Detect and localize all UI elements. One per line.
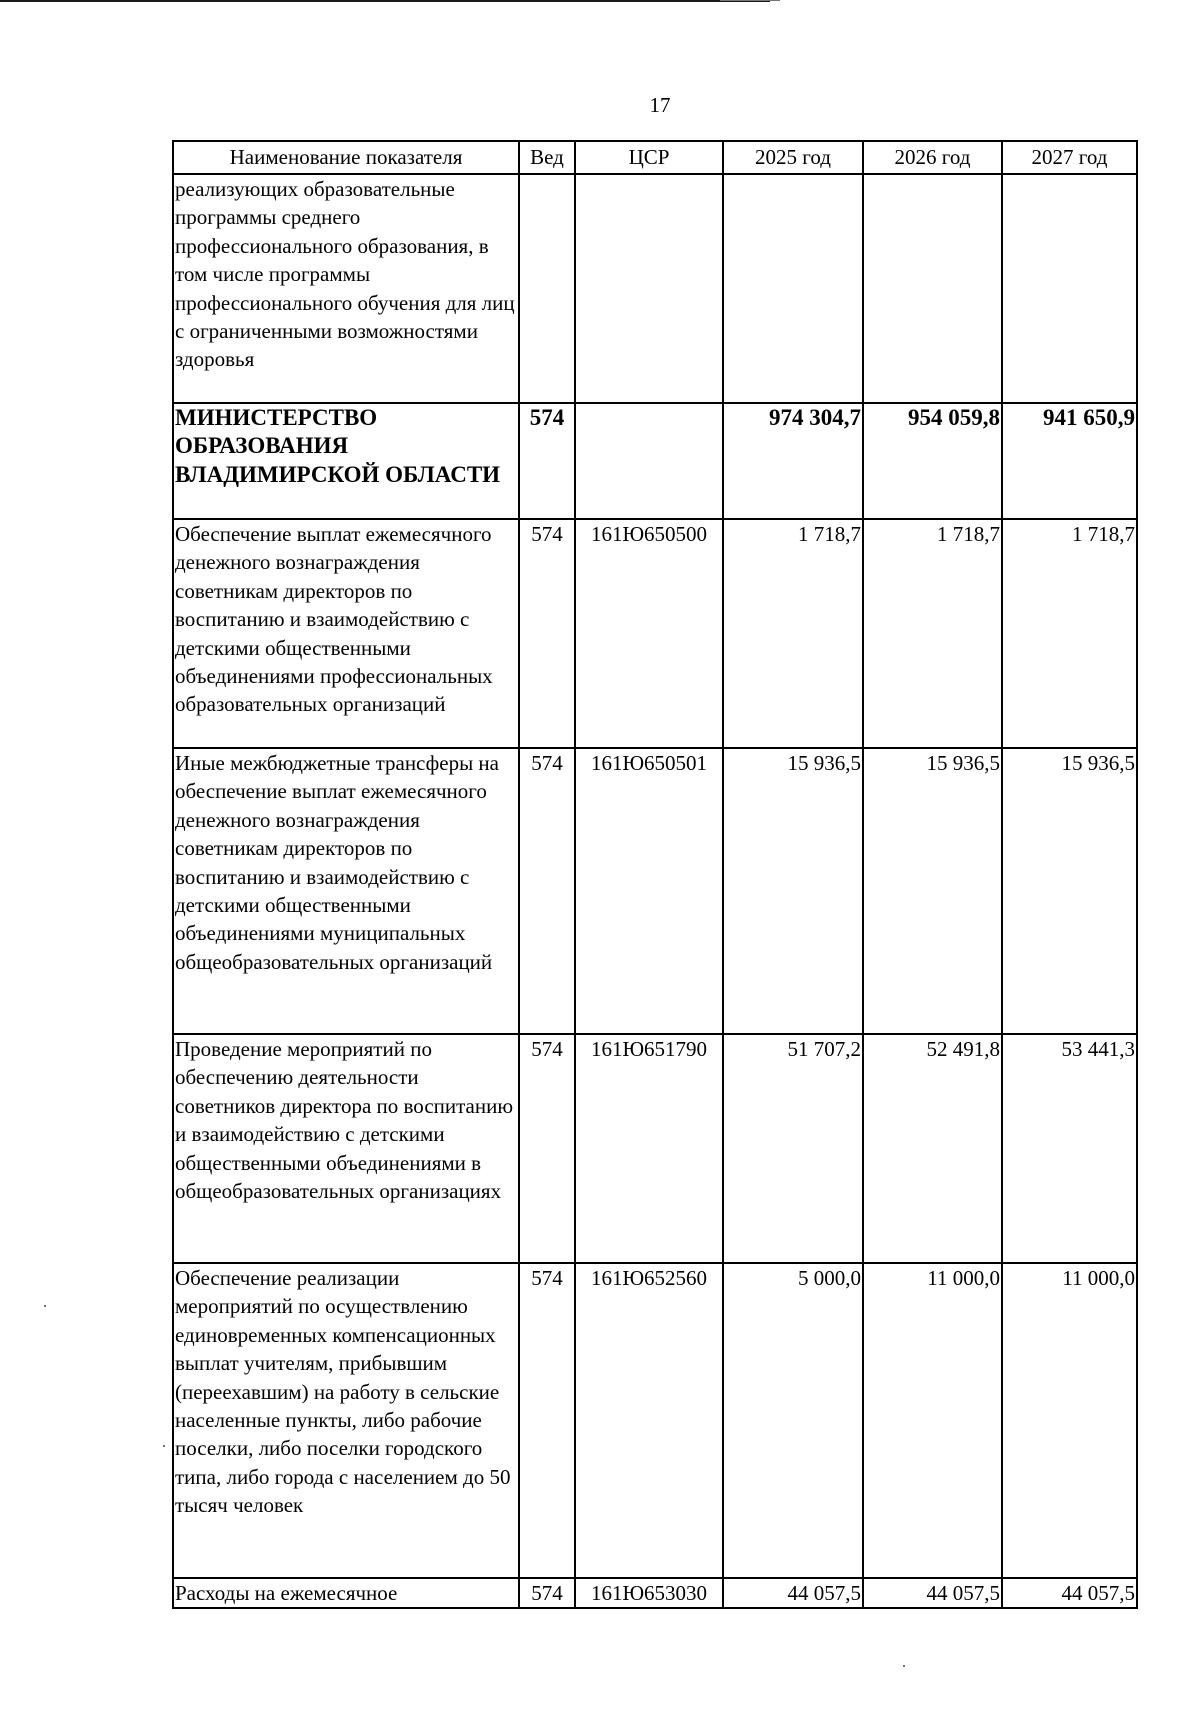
row-name: реализующих образовательные программы среднего профессионального образования, в том числе программы профессионального обучения для лиц с ограниченными возможностями здоровья [173, 174, 519, 403]
table-row [173, 1034, 1137, 1263]
row-2025: 51 707,2 [723, 1034, 863, 1263]
header-2026: 2026 год [863, 141, 1002, 174]
row-csr: 161Ю652560 [575, 1263, 723, 1578]
table-row [173, 519, 1137, 748]
row-2027: 44 057,5 [1002, 1578, 1137, 1608]
row-ved: 574 [519, 1578, 575, 1608]
row-name: Обеспечение выплат ежемесячного денежного вознаграждения советникам директоров по воспитанию и взаимодействию с детскими общественными объединениями профессиональных образовательных организаций [173, 519, 519, 748]
scan-speck [903, 1665, 905, 1667]
row-ved: 574 [519, 1263, 575, 1578]
row-2025: 15 936,5 [723, 748, 863, 1034]
header-csr: ЦСР [575, 141, 723, 174]
row-2027: 15 936,5 [1002, 748, 1137, 1034]
budget-table [172, 140, 1138, 1609]
row-ved: 574 [519, 748, 575, 1034]
row-name: Расходы на ежемесячное [173, 1578, 519, 1608]
row-csr [575, 174, 723, 403]
row-csr: 161Ю651790 [575, 1034, 723, 1263]
table-header-row [173, 141, 1137, 174]
row-2025: 5 000,0 [723, 1263, 863, 1578]
row-csr: 161Ю650501 [575, 748, 723, 1034]
header-ved: Вед [519, 141, 575, 174]
header-2027: 2027 год [1002, 141, 1137, 174]
row-2027: 941 650,9 [1002, 403, 1137, 519]
table-row [173, 1578, 1137, 1608]
row-2026 [863, 174, 1002, 403]
row-2026: 11 000,0 [863, 1263, 1002, 1578]
row-ved: 574 [519, 1034, 575, 1263]
scan-speck [44, 1305, 46, 1307]
row-2025: 1 718,7 [723, 519, 863, 748]
row-name: Иные межбюджетные трансферы на обеспечение выплат ежемесячного денежного вознаграждения советникам директоров по воспитанию и взаимодействию с детскими общественными объединениями муниципальных общеобразовательных организаций [173, 748, 519, 1034]
row-name: Проведение мероприятий по обеспечению деятельности советников директора по воспитанию и взаимодействию с детскими общественными объединениями в общеобразовательных организациях [173, 1034, 519, 1263]
row-csr: 161Ю650500 [575, 519, 723, 748]
row-2027: 1 718,7 [1002, 519, 1137, 748]
row-2025: 974 304,7 [723, 403, 863, 519]
row-2027 [1002, 174, 1137, 403]
row-2025 [723, 174, 863, 403]
row-ved: 574 [519, 403, 575, 519]
row-ved: 574 [519, 519, 575, 748]
row-name: МИНИСТЕРСТВО ОБРАЗОВАНИЯ ВЛАДИМИРСКОЙ ОБЛАСТИ [173, 403, 519, 519]
row-2026: 1 718,7 [863, 519, 1002, 748]
scan-edge-line [0, 0, 770, 2]
row-2025: 44 057,5 [723, 1578, 863, 1608]
table-row [173, 748, 1137, 1034]
header-name: Наименование показателя [173, 141, 519, 174]
row-2026: 44 057,5 [863, 1578, 1002, 1608]
table-row-ministry [173, 403, 1137, 519]
header-2025: 2025 год [723, 141, 863, 174]
row-2026: 15 936,5 [863, 748, 1002, 1034]
table-row [173, 1263, 1137, 1578]
table-row [173, 174, 1137, 403]
scan-speck [163, 1445, 165, 1447]
scan-edge-line [720, 0, 780, 1]
row-name: Обеспечение реализации мероприятий по осуществлению единовременных компенсационных выплат учителям, прибывшим (переехавшим) на работу в сельские населенные пункты, либо рабочие поселки, либо поселки городского типа, либо города с населением до 50 тысяч человек [173, 1263, 519, 1578]
row-csr: 161Ю653030 [575, 1578, 723, 1608]
row-2026: 954 059,8 [863, 403, 1002, 519]
row-ved [519, 174, 575, 403]
row-2027: 11 000,0 [1002, 1263, 1137, 1578]
row-2026: 52 491,8 [863, 1034, 1002, 1263]
row-2027: 53 441,3 [1002, 1034, 1137, 1263]
row-csr [575, 403, 723, 519]
page-number: 17 [649, 93, 671, 117]
